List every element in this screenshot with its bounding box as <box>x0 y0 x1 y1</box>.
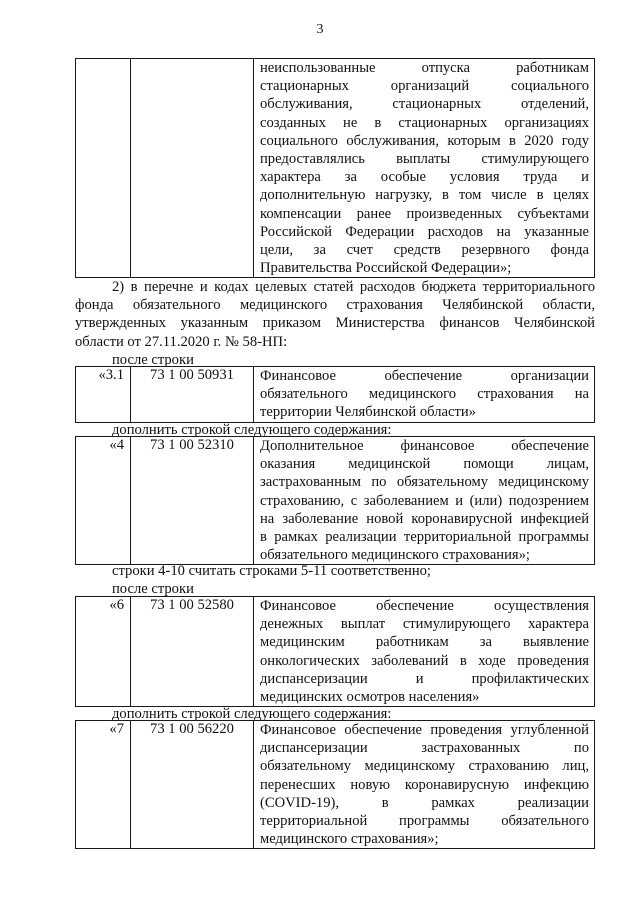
text-line: в рамках реализации территориальной программы <box>260 529 589 546</box>
text-line: предоставлялись выплаты стимулирующего <box>260 151 589 168</box>
text-line: области от 27.11.2020 г. № 58-НП: <box>75 333 288 350</box>
text-line: Правительства Российской Федерации»; <box>260 260 512 277</box>
text-line: территориальной программы обязательного <box>260 813 589 830</box>
text-line: Финансовое обеспечение организации <box>260 368 589 384</box>
page-number: 3 <box>316 22 324 37</box>
row-description <box>254 597 595 707</box>
row-description <box>254 437 595 565</box>
text-line: перенесших новую коронавирусную инфекцию <box>260 776 589 793</box>
text-line: характера за особые условия труда и <box>260 169 589 186</box>
text-line: обязательного медицинского страхования на <box>260 386 589 403</box>
text-line: оказания медицинской помощи лицам, <box>260 456 589 473</box>
row-description <box>254 721 595 849</box>
instruction-after-row: после строки <box>112 352 194 368</box>
renumber-note: строки 4-10 считать строками 5-11 соответственно; <box>112 563 431 579</box>
table-cell-description <box>254 59 595 278</box>
text-line: утвержденных указанным приказом Министерства финансов Челябинской <box>75 315 595 332</box>
row-code: 73 1 00 50931 <box>131 367 254 423</box>
text-line: медицинского страхования»; <box>260 831 439 848</box>
text-line: дополнительную нагрузку, в том числе в целях <box>260 187 589 204</box>
paragraph-2 <box>75 278 595 351</box>
text-line: обязательному медицинскому страхованию лиц, <box>260 758 589 775</box>
text-line: Финансовое обеспечение проведения углубленной <box>260 722 589 738</box>
text-line: Финансовое обеспечение осуществления <box>260 598 589 614</box>
text-line: диспансеризации застрахованных по <box>260 740 589 757</box>
text-line: территории Челябинской области» <box>260 404 476 421</box>
row-6-table <box>75 596 595 707</box>
row-number: «7 <box>76 721 131 849</box>
text-line: страхованию, с заболеванием и (или) подозрением <box>260 492 589 509</box>
text-line: социального обслуживания, которым в 2020 году <box>260 132 589 149</box>
text-line: медицинским работникам за выявление <box>260 634 589 651</box>
row-code: 73 1 00 52580 <box>131 597 254 707</box>
instruction-add-row: дополнить строкой следующего содержания: <box>112 422 392 438</box>
text-line: медицинских осмотров населения» <box>260 689 480 706</box>
text-line: на заболевание новой коронавирусной инфекцией <box>260 510 589 527</box>
row-3-1-table <box>75 366 595 423</box>
text-line: 2) в перечне и кодах целевых статей расходов бюджета территориального <box>112 279 595 295</box>
row-code: 73 1 00 56220 <box>131 721 254 849</box>
text-line: денежных выплат стимулирующего характера <box>260 616 589 633</box>
text-line: неиспользованные отпуска работникам <box>260 60 589 76</box>
row-code: 73 1 00 52310 <box>131 437 254 565</box>
row-description <box>254 367 595 423</box>
text-line: онкологических заболеваний в ходе проведения <box>260 652 589 669</box>
text-line: Дополнительное финансовое обеспечение <box>260 438 589 454</box>
text-line: застрахованным по обязательному медицинскому <box>260 474 589 491</box>
text-line: обслуживания, стационарных отделений, <box>260 96 589 113</box>
row-number: «4 <box>76 437 131 565</box>
text-line: Российской Федерации расходов на указанные <box>260 223 589 240</box>
text-line: обязательного медицинского страхования»; <box>260 547 530 564</box>
text-line: фонда обязательного медицинского страхования Челябинской области, <box>75 297 595 314</box>
continuation-table <box>75 58 595 278</box>
table-cell-number <box>76 59 131 278</box>
row-7-table <box>75 720 595 849</box>
row-number: «3.1 <box>76 367 131 423</box>
text-line: цели, за счет средств резервного фонда <box>260 242 589 259</box>
text-line: компенсации ранее произведенных субъектами <box>260 205 589 222</box>
text-line: стационарных организаций социального <box>260 78 589 95</box>
table-cell-code <box>131 59 254 278</box>
instruction-after-row: после строки <box>112 581 194 597</box>
row-4-table <box>75 436 595 565</box>
text-line: созданных не в стационарных организациях <box>260 114 589 131</box>
text-line: (COVID-19), в рамках реализации <box>260 794 589 811</box>
instruction-add-row: дополнить строкой следующего содержания: <box>112 706 392 722</box>
text-line: диспансеризации и профилактических <box>260 670 589 687</box>
row-number: «6 <box>76 597 131 707</box>
